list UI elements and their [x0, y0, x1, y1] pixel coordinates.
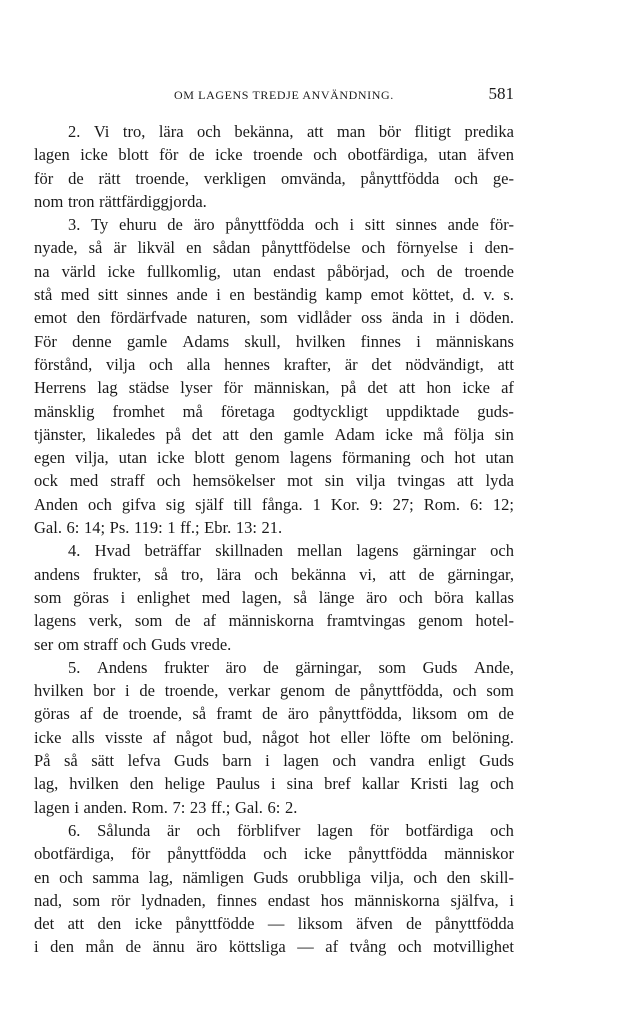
text-line: förstånd, vilja och alla hennes krafter, är det nödvändigt, att [34, 354, 514, 374]
text-line: obotfärdiga, för pånyttfödda och icke pånyttfödda människor [34, 844, 514, 864]
text-line: nom tron rättfärdiggjorda. [34, 191, 207, 211]
text-line: för de rätt troende, verkligen omvända, pånyttfödda och ge- [34, 168, 514, 188]
text-line: lag, hvilken den helige Paulus i sina bref kallar Kristi lag och [34, 774, 514, 794]
text-line: en och samma lag, nämligen Guds orubbliga vilja, och den skill- [34, 867, 514, 887]
text-line: Gal. 6: 14; Ps. 119: 1 ff.; Ebr. 13: 21. [34, 518, 283, 538]
text-line: tjänster, likaledes på det att den gamle Adam icke må följa sin [34, 424, 514, 444]
text-line: Anden och gifva sig själf till fånga. 1 Kor. 9: 27; Rom. 6: 12; [34, 494, 514, 514]
text-line: stå med sitt sinnes ande i en beständig kamp emot köttet, d. v. s. [34, 285, 514, 305]
text-line: andens frukter, så tro, lära och bekänna vi, att de gärningar, [34, 564, 514, 584]
text-line: lagens verk, som de af människorna framtvingas genom hotel- [34, 611, 514, 631]
text-line: det att den icke pånyttfödde — liksom äfven de pånyttfödda [34, 914, 514, 934]
text-line: ock med straff och hemsökelser mot sin vilja tvingas att lyda [34, 471, 514, 491]
text-line: lagen icke blott för de icke troende och obotfärdiga, utan äfven [34, 145, 514, 165]
text-line: egen vilja, utan icke blott genom lagens förmaning och hot utan [34, 448, 514, 468]
text-line: mänsklig fromhet må företaga godtyckligt uppdiktade guds- [34, 401, 514, 421]
text-line: 4. Hvad beträffar skillnaden mellan lagens gärningar och [68, 541, 514, 561]
text-line: Herrens lag städse lyser för människan, på det att hon icke af [34, 378, 514, 398]
text-line: na värld icke fullkomlig, utan endast påbörjad, och de troende [34, 261, 514, 281]
text-line: nad, som rör lydnaden, finnes endast hos människorna själfva, i [34, 890, 514, 910]
text-line: 2. Vi tro, lära och bekänna, att man bör flitigt predika [68, 122, 514, 141]
text-line: icke alls visste af något bud, något hot eller löfte om belöning. [34, 727, 514, 747]
page-header [34, 84, 514, 108]
text-line: i den mån de ännu äro köttsliga — af tvång och motvillighet [34, 937, 514, 957]
text-line: 3. Ty ehuru de äro pånyttfödda och i sitt sinnes ande för- [68, 215, 514, 235]
text-line: För denne gamle Adams skull, hvilken finnes i människans [34, 331, 514, 351]
body-text [34, 120, 514, 959]
text-line: som göras i enlighet med lagen, så länge äro och böra kallas [34, 587, 514, 607]
text-line: hvilken bor i de troende, verkar genom de pånyttfödda, och som [34, 681, 514, 701]
text-line: 5. Andens frukter äro de gärningar, som Guds Ande, [68, 657, 514, 677]
text-line: emot den fördärfvade naturen, som vidlåder oss ända in i döden. [34, 308, 514, 328]
text-line: lagen i anden. Rom. 7: 23 ff.; Gal. 6: 2. [34, 797, 298, 817]
text-line: På så sätt lefva Guds barn i lagen och vandra enligt Guds [34, 751, 514, 771]
page-number: 581 [488, 84, 514, 103]
text-line: göras af de troende, så framt de äro pånyttfödda, liksom om de [34, 704, 514, 724]
running-head: OM LAGENS TREDJE ANVÄNDNING. [174, 88, 394, 102]
text-line: 6. Sålunda är och förblifver lagen för botfärdiga och [68, 820, 514, 840]
text-line: nyade, så är likväl en sådan pånyttfödelse och förnyelse i den- [34, 238, 514, 258]
text-line: ser om straff och Guds vrede. [34, 634, 232, 654]
